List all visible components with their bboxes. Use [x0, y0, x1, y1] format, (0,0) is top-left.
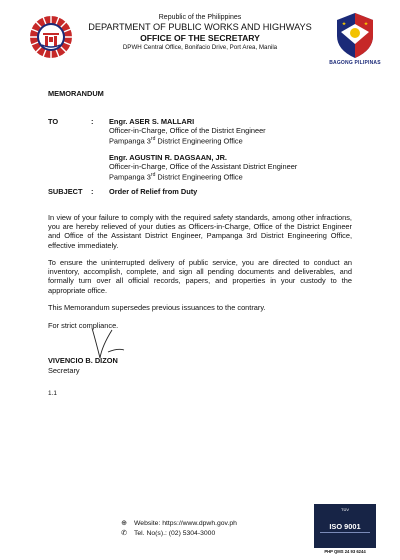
header-department: DEPARTMENT OF PUBLIC WORKS AND HIGHWAYS — [88, 22, 312, 32]
footer-phone: Tel. No(s).: (02) 5304-3000 — [134, 530, 216, 537]
recipient-office: Pampanga 3rd District Engineering Office — [109, 172, 243, 182]
iso-certification-badge — [314, 504, 376, 548]
recipient-name: Engr. ASER S. MALLARI — [109, 117, 195, 126]
iso-divider — [320, 532, 370, 533]
footer-website-row — [118, 519, 298, 529]
to-label: TO — [48, 117, 59, 126]
recipient-office: Pampanga 3rd District Engineering Office — [109, 136, 243, 146]
reference-number: 1.1 — [48, 390, 57, 397]
signatory-name: VIVENCIO B. DIZON — [48, 356, 118, 365]
recipient-position: Officer-in-Charge, Office of the Assistant District Engineer — [109, 162, 298, 172]
bagong-pilipinas-logo — [332, 10, 378, 62]
phone-icon: ✆ — [121, 530, 127, 537]
footer-contact — [118, 519, 298, 539]
bagong-pilipinas-caption: BAGONG PILIPINAS — [329, 60, 381, 66]
memo-title: MEMORANDUM — [48, 89, 104, 98]
iso-label: ISO 9001 — [329, 522, 361, 531]
body-paragraph-2: To ensure the uninterrupted delivery of public service, you are directed to conduct an inventory, accomplish, complete, and sign all pending documents and deliverables, and formally turn over all official records, papers, and properties in your custody to the appropriate office. — [48, 258, 352, 295]
body-paragraph-3: This Memorandum supersedes previous issuances to the contrary. — [48, 303, 266, 312]
closing-line: For strict compliance. — [48, 321, 119, 330]
recipient-2 — [109, 153, 297, 182]
body-paragraph-1: In view of your failure to comply with the required safety standards, among other infractions, you are hereby relieved of your duties as Officers-in-Charge, Office of the District Engineer and Office of the Assistant District Engineer, Pampanga 3rd District Engineering Office, effective immediately. — [48, 213, 352, 250]
header-republic: Republic of the Philippines — [158, 14, 242, 21]
subject-label: SUBJECT — [48, 187, 83, 196]
signatory-title: Secretary — [48, 366, 80, 375]
recipient-name: Engr. AGUSTIN R. DAGSAAN, JR. — [109, 153, 227, 162]
iso-brand: TÜV — [341, 507, 349, 512]
subject-value: Order of Relief from Duty — [109, 187, 198, 196]
subject-colon: : — [91, 187, 94, 196]
header-address: DPWH Central Office, Bonifacio Drive, Port Area, Manila — [122, 44, 278, 51]
globe-icon: ⊕ — [121, 520, 127, 527]
footer-phone-row — [118, 529, 298, 539]
header-office: OFFICE OF THE SECRETARY — [140, 33, 260, 43]
recipient-position: Officer-in-Charge, Office of the District Engineer — [109, 126, 266, 136]
to-colon: : — [91, 117, 94, 126]
recipient-1 — [109, 117, 266, 146]
footer-website: Website: https://www.dpwh.gov.ph — [134, 520, 237, 527]
iso-certificate-code: PHP QMS 24 93 6244 — [324, 549, 366, 554]
